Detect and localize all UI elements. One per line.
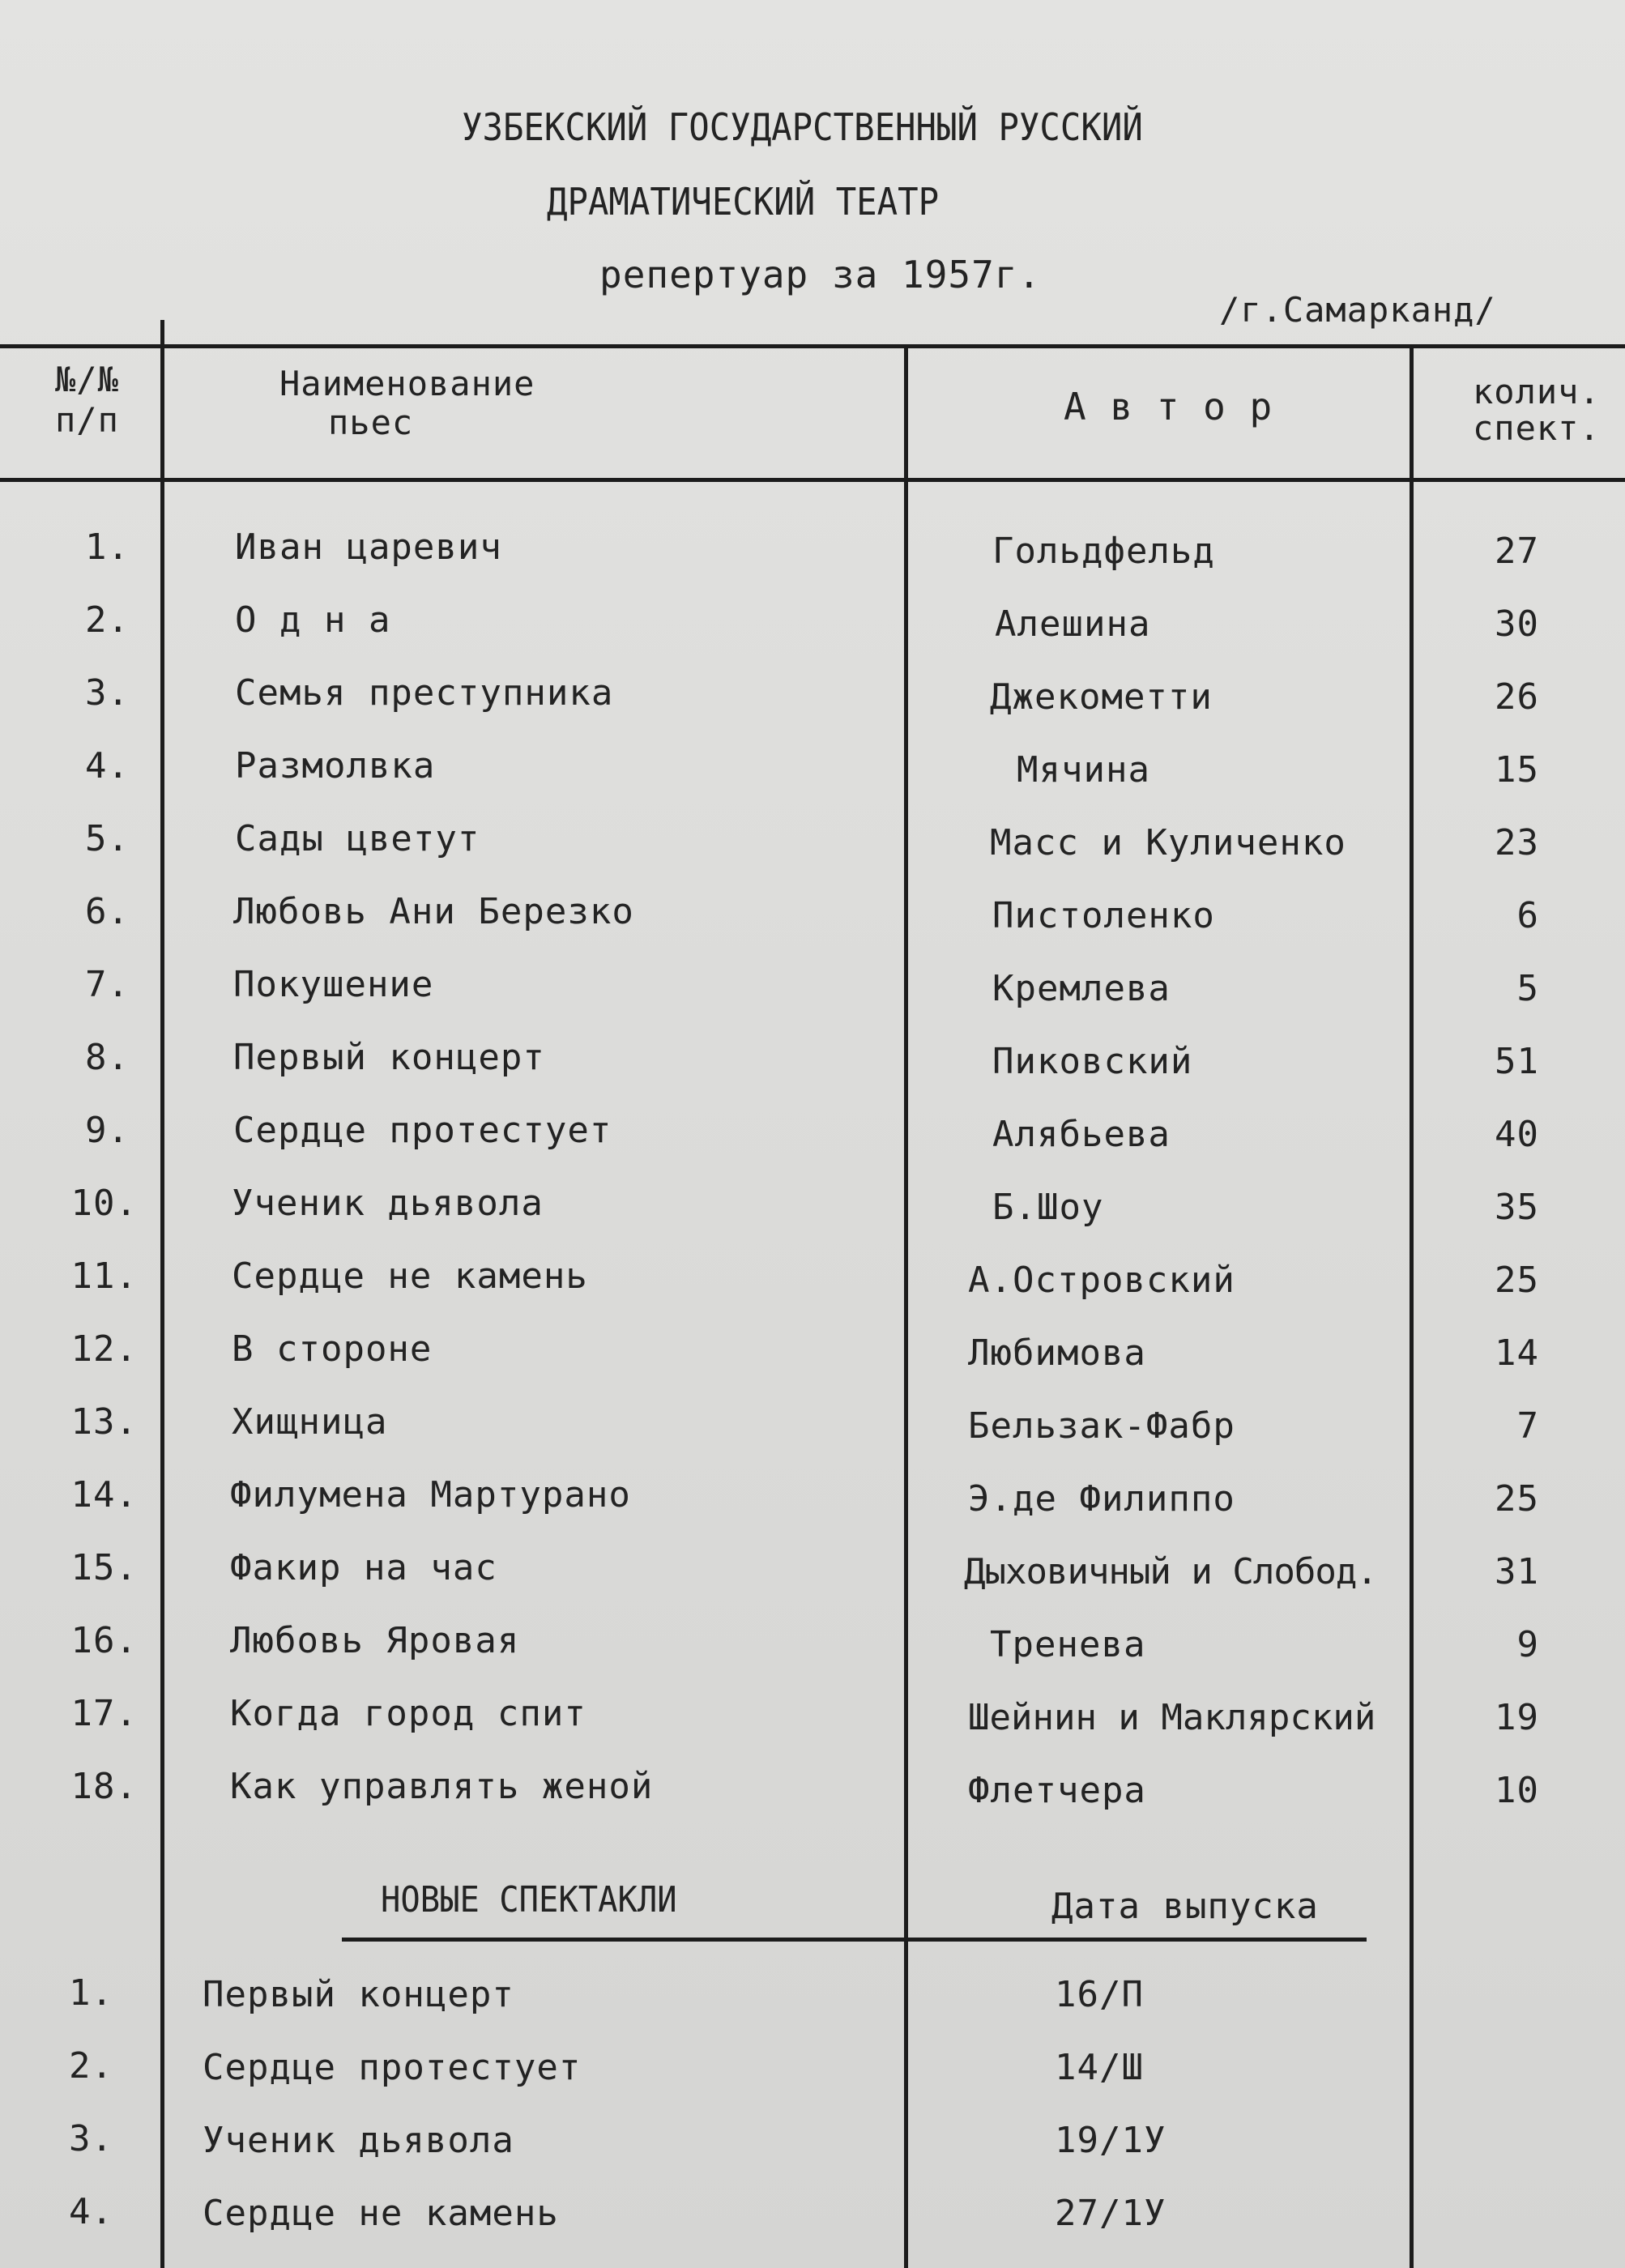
performance-count: 35 xyxy=(1495,1187,1539,1228)
play-author: Любимова xyxy=(968,1332,1146,1374)
performance-count: 30 xyxy=(1495,603,1539,645)
row-number: 9. xyxy=(85,1110,130,1151)
play-title: Размолвка xyxy=(235,745,436,787)
performance-count: 10 xyxy=(1495,1770,1539,1811)
column-header-name-2: пьес xyxy=(328,403,414,442)
column-header-count-2: спект. xyxy=(1473,408,1601,448)
column-header-author: А в т о р xyxy=(1064,385,1273,428)
play-title: Сердце не камень xyxy=(203,2193,559,2234)
performance-count: 25 xyxy=(1495,1478,1539,1520)
performance-count: 9 xyxy=(1516,1624,1539,1665)
performance-count: 5 xyxy=(1516,968,1539,1009)
row-number: 13. xyxy=(70,1401,138,1443)
row-number: 11. xyxy=(70,1256,138,1297)
play-title: Факир на час xyxy=(230,1547,497,1588)
play-author: Масс и Куличенко xyxy=(990,822,1346,863)
row-number: 1. xyxy=(85,526,130,568)
column-divider-1 xyxy=(160,320,164,2268)
row-number: 4. xyxy=(69,2191,113,2232)
title-line-2: ДРАМАТИЧЕСКИЙ ТЕАТР xyxy=(547,180,940,224)
row-number: 16. xyxy=(70,1620,138,1661)
play-title: Сады цветут xyxy=(235,818,480,859)
new-productions-title: НОВЫЕ СПЕКТАКЛИ xyxy=(381,1879,677,1921)
play-author: Алешина xyxy=(995,603,1151,645)
column-header-num-2: п/п xyxy=(55,400,119,440)
play-title: Ученик дьявола xyxy=(203,2120,514,2161)
play-author: Э.де Филиппо xyxy=(968,1478,1235,1520)
play-title: Первый концерт xyxy=(203,1974,514,2015)
play-author: Алябьева xyxy=(992,1114,1171,1155)
play-title: Любовь Яровая xyxy=(230,1620,520,1661)
row-number: 17. xyxy=(70,1693,138,1734)
row-number: 3. xyxy=(85,672,130,714)
play-title: Иван царевич xyxy=(235,526,502,568)
play-author: Джекометти xyxy=(990,676,1213,718)
play-author: Пистоленко xyxy=(992,895,1215,936)
play-author: А.Островский xyxy=(968,1260,1235,1301)
row-number: 10. xyxy=(70,1183,138,1224)
column-header-name-1: Наименование xyxy=(279,364,535,403)
row-number: 6. xyxy=(85,891,130,932)
play-title: Любовь Ани Березко xyxy=(233,891,634,932)
play-author: Тренева xyxy=(990,1624,1146,1665)
play-author: Гольдфельд xyxy=(992,531,1215,572)
title-line-3: репертуар за 1957г. xyxy=(599,253,1042,296)
release-date: 27/1У xyxy=(1055,2193,1167,2234)
performance-count: 15 xyxy=(1495,749,1539,791)
performance-count: 6 xyxy=(1516,895,1539,936)
play-title: О д н а xyxy=(235,599,391,641)
row-number: 2. xyxy=(69,2045,113,2087)
play-title: Сердце не камень xyxy=(232,1256,588,1297)
row-number: 1. xyxy=(69,1972,113,2014)
column-header-count-1: колич. xyxy=(1473,372,1601,411)
performance-count: 40 xyxy=(1495,1114,1539,1155)
play-title: Филумена Мартурано xyxy=(230,1474,631,1516)
column-divider-3 xyxy=(1410,344,1414,2268)
performance-count: 23 xyxy=(1495,822,1539,863)
performance-count: 14 xyxy=(1495,1332,1539,1374)
play-title: Хищница xyxy=(232,1401,388,1443)
play-title: Первый концерт xyxy=(233,1037,545,1078)
performance-count: 25 xyxy=(1495,1260,1539,1301)
row-number: 12. xyxy=(70,1328,138,1370)
row-number: 18. xyxy=(70,1766,138,1807)
play-author: Бельзак-Фабр xyxy=(968,1405,1235,1447)
title-line-1: УЗБЕКСКИЙ ГОСУДАРСТВЕННЫЙ РУССКИЙ xyxy=(462,105,1143,149)
row-number: 14. xyxy=(70,1474,138,1516)
play-author: Пиковский xyxy=(992,1041,1193,1082)
row-number: 5. xyxy=(85,818,130,859)
row-number: 7. xyxy=(85,964,130,1005)
release-date-header: Дата выпуска xyxy=(1051,1886,1319,1927)
play-author: Дыховичный и Слобод. xyxy=(964,1551,1377,1592)
performance-count: 19 xyxy=(1495,1697,1539,1738)
play-author: Кремлева xyxy=(992,968,1171,1009)
play-author: Флетчера xyxy=(968,1770,1146,1811)
play-author: Шейнин и Маклярский xyxy=(968,1697,1376,1738)
performance-count: 31 xyxy=(1495,1551,1539,1592)
play-title: Как управлять женой xyxy=(230,1766,654,1807)
row-number: 4. xyxy=(85,745,130,787)
row-number: 8. xyxy=(85,1037,130,1078)
release-date: 14/Ш xyxy=(1055,2047,1144,2088)
play-title: В стороне xyxy=(232,1328,433,1370)
column-header-num-1: №/№ xyxy=(55,360,119,399)
row-number: 15. xyxy=(70,1547,138,1588)
row-number: 3. xyxy=(69,2118,113,2159)
performance-count: 7 xyxy=(1516,1405,1539,1447)
new-section-rule xyxy=(342,1938,1367,1942)
performance-count: 26 xyxy=(1495,676,1539,718)
row-number: 2. xyxy=(85,599,130,641)
play-title: Покушение xyxy=(233,964,434,1005)
play-author: Мячина xyxy=(1017,749,1150,791)
play-title: Сердце протестует xyxy=(203,2047,582,2088)
play-title: Семья преступника xyxy=(235,672,614,714)
performance-count: 27 xyxy=(1495,531,1539,572)
play-title: Когда город спит xyxy=(230,1693,586,1734)
release-date: 19/1У xyxy=(1055,2120,1167,2161)
play-title: Сердце протестует xyxy=(233,1110,612,1151)
table-header-rule xyxy=(0,478,1625,482)
column-divider-2 xyxy=(904,344,908,2268)
play-title: Ученик дьявола xyxy=(232,1183,544,1224)
performance-count: 51 xyxy=(1495,1041,1539,1082)
play-author: Б.Шоу xyxy=(992,1187,1104,1228)
city-label: /г.Самарканд/ xyxy=(1219,290,1496,330)
release-date: 16/П xyxy=(1055,1974,1144,2015)
table-top-rule xyxy=(0,344,1625,348)
